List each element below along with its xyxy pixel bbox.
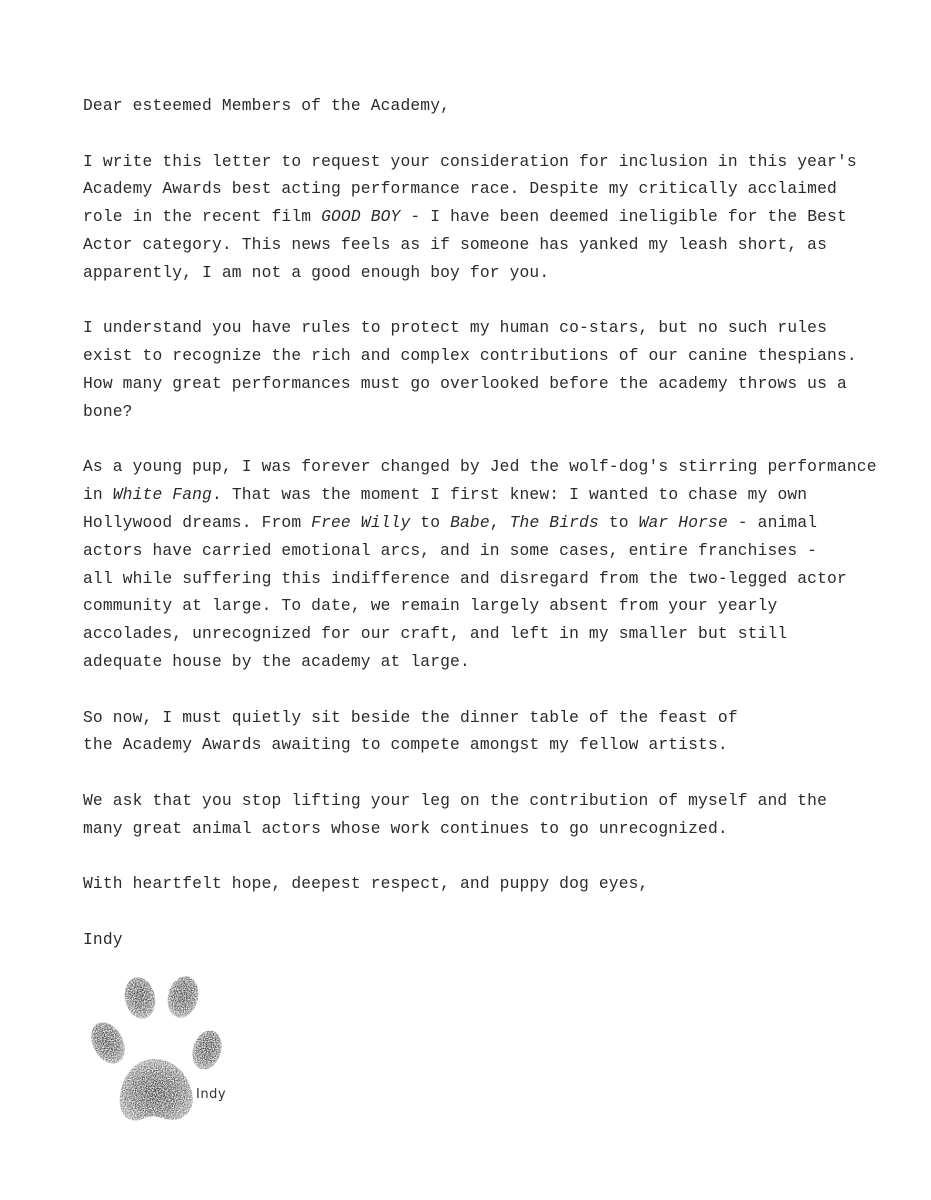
paragraph-line: As a young pup, I was forever changed by Jed the wolf-dog's stirring performance (83, 457, 877, 477)
paragraph-line: apparently, I am not a good enough boy for you. (83, 262, 550, 282)
paragraph-line: Actor category. This news feels as if someone has yanked my leash short, as (83, 234, 828, 254)
film-title: Babe (450, 512, 490, 532)
paragraph-line: Hollywood dreams. From Free Willy to Babe, The Birds to War Horse - animal (83, 512, 818, 532)
film-title: White Fang (112, 485, 212, 505)
paw-print-icon (80, 965, 240, 1130)
paragraph-line: I write this letter to request your consideration for inclusion in this year's (83, 151, 857, 171)
paragraph-line: How many great performances must go overlooked before the academy throws us a (83, 373, 847, 393)
paw-toe (163, 973, 202, 1021)
paragraph-4 (83, 704, 883, 760)
paw-toe (84, 1017, 131, 1070)
signature-name: Indy (83, 929, 123, 949)
paragraph-5 (83, 787, 883, 843)
paragraph-line: the Academy Awards awaiting to compete amongst my fellow artists. (83, 735, 728, 755)
paragraph-3 (83, 453, 883, 675)
paragraph-line: role in the recent film GOOD BOY - I have been deemed ineligible for the Best (83, 207, 847, 227)
paw-print-label: Indy (196, 1087, 227, 1102)
paw-toe (121, 974, 159, 1021)
film-title: GOOD BOY (321, 207, 401, 227)
film-title: Free Willy (311, 512, 411, 532)
closing: With heartfelt hope, deepest respect, and puppy dog eyes, (83, 874, 649, 894)
paragraph-line: Academy Awards best acting performance race. Despite my critically acclaimed (83, 179, 837, 199)
paragraph-1 (83, 148, 883, 287)
salutation: Dear esteemed Members of the Academy, (83, 96, 451, 115)
paragraph-line: actors have carried emotional arcs, and in some cases, entire franchises - (83, 540, 818, 560)
film-title: The Birds (509, 512, 599, 532)
paragraph-line: We ask that you stop lifting your leg on the contribution of myself and the (83, 790, 828, 810)
letter-body (83, 92, 883, 954)
paragraph-2 (83, 314, 883, 425)
paw-main-pad (120, 1059, 193, 1121)
paragraph-line: many great animal actors whose work continues to go unrecognized. (83, 818, 728, 838)
paragraph-line: adequate house by the academy at large. (83, 651, 470, 671)
paragraph-line: in White Fang. That was the moment I first knew: I wanted to chase my own (83, 485, 808, 505)
paragraph-line: I understand you have rules to protect my human co-stars, but no such rules (83, 318, 828, 338)
paragraph-line: So now, I must quietly sit beside the dinner table of the feast of (83, 707, 738, 727)
paw-toe (188, 1027, 227, 1074)
film-title: War Horse (638, 512, 728, 532)
paragraph-line: exist to recognize the rich and complex contributions of our canine thespians. (83, 346, 857, 366)
paragraph-line: bone? (83, 401, 133, 421)
paragraph-line: all while suffering this indifference and disregard from the two-legged actor (83, 568, 847, 588)
paragraph-line: accolades, unrecognized for our craft, and left in my smaller but still (83, 624, 788, 644)
paragraph-line: community at large. To date, we remain largely absent from your yearly (83, 596, 778, 616)
